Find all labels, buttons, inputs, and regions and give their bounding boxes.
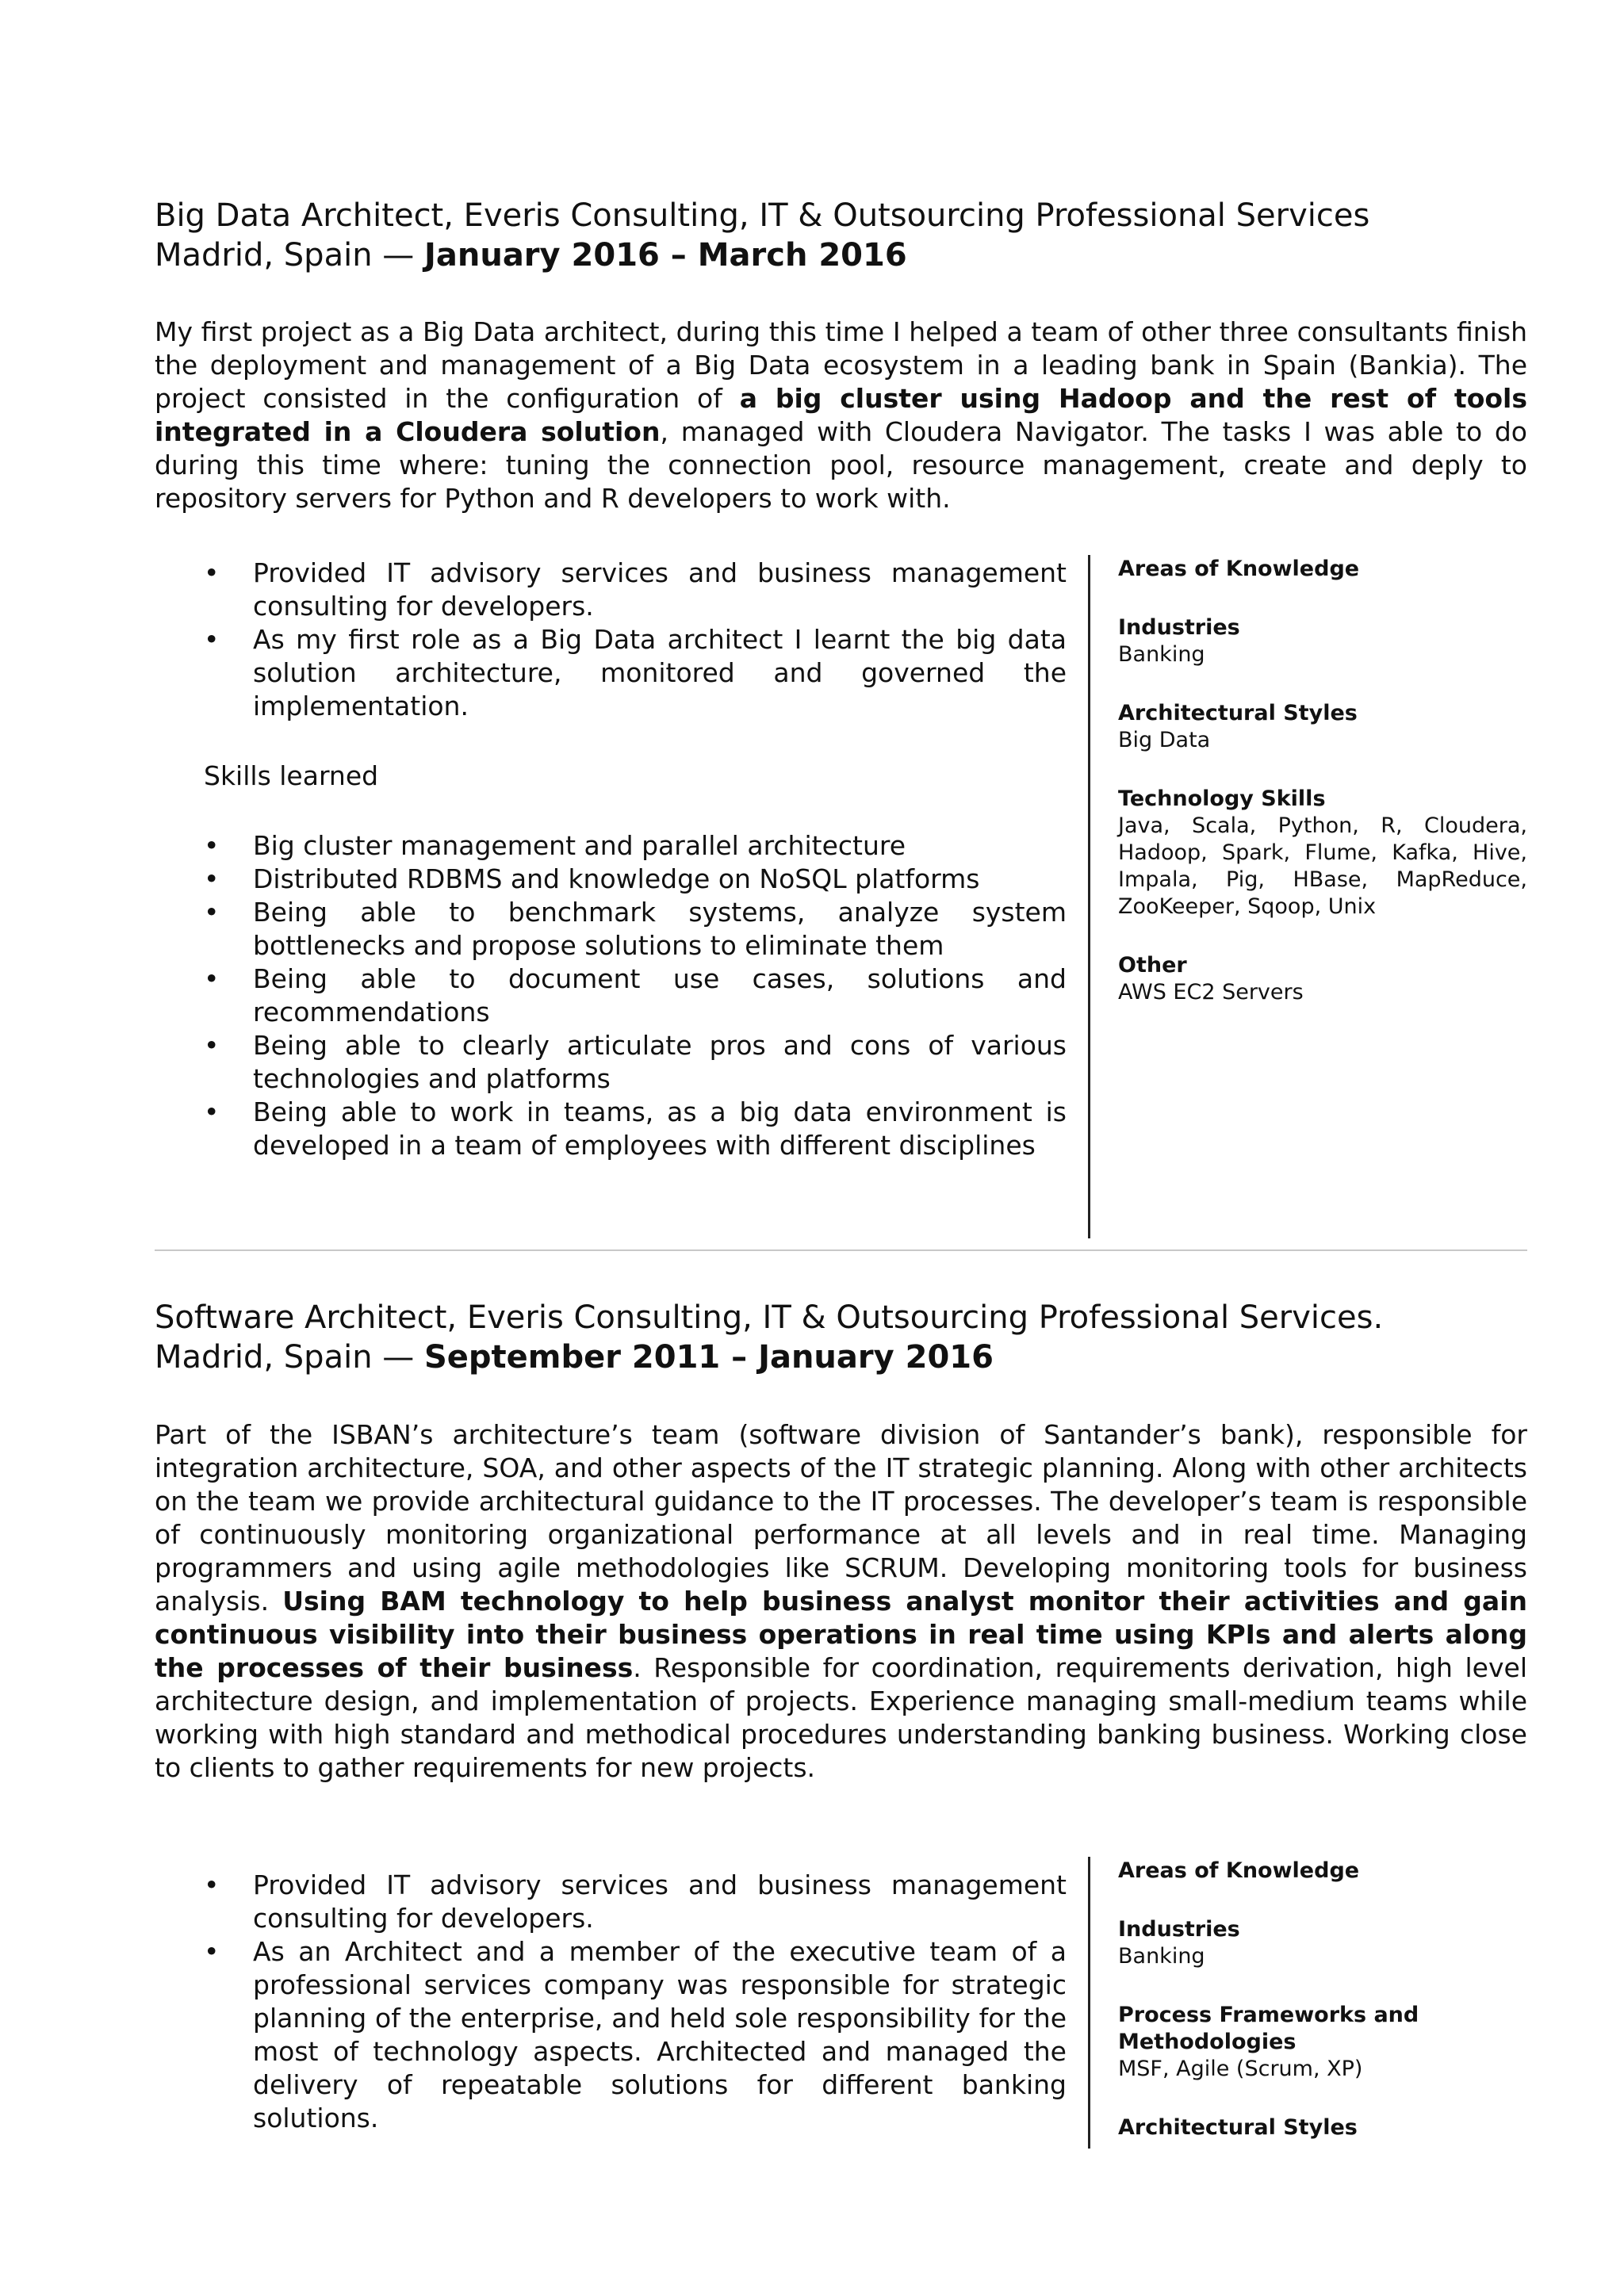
sidebar-value: MSF, Agile (Scrum, XP) (1118, 2057, 1363, 2081)
sidebar-heading: Industries (1118, 1917, 1240, 1942)
job1-title-block (155, 196, 1527, 275)
sidebar-section (1118, 556, 1527, 583)
sidebar-section (1118, 1916, 1527, 1970)
job2-sidebar (1118, 1858, 1527, 2173)
sidebar-section (1118, 952, 1527, 1006)
job1-skills-label: Skills learned (204, 760, 379, 791)
text-run: My first project as a Big Data architect, during this time I helped a team of other three consultants finish the deployment and management of a Big Data ecosystem in a leading bank in Spain (Bankia). The project consisted in the configuration of (155, 316, 1527, 414)
job2-description (155, 1418, 1527, 1785)
bold-text-run: a big cluster using Hadoop and the rest of tools integrated in a Cloudera solution (155, 383, 1527, 447)
bullet-item: • Provided IT advisory services and business management consulting for developers. (155, 1869, 1067, 1935)
sidebar-heading: Other (1118, 953, 1187, 978)
sidebar-value: AWS EC2 Servers (1118, 980, 1304, 1004)
bullet-item: • Big cluster management and parallel architecture (155, 829, 1067, 863)
job2-title-block (155, 1298, 1527, 1377)
bullet-item: • Provided IT advisory services and business management consulting for developers. (155, 557, 1067, 623)
bullet-item: • Being able to document use cases, solutions and recommendations (155, 962, 1067, 1029)
job2-location: Madrid, Spain — (155, 1339, 424, 1376)
bullet-item: • Being able to clearly articulate pros and cons of various technologies and platforms (155, 1029, 1067, 1096)
job2-location-line (155, 1337, 1527, 1377)
job1-left-column (155, 557, 1067, 1162)
sidebar-value: Big Data (1118, 728, 1211, 752)
job1-column-divider (1088, 555, 1090, 1238)
sidebar-heading: Industries (1118, 615, 1240, 640)
sidebar-heading: Architectural Styles (1118, 701, 1358, 725)
sidebar-section (1118, 2114, 1527, 2141)
job1-location-line (155, 235, 1527, 275)
sidebar-heading: Areas of Knowledge (1118, 1858, 1360, 1883)
sidebar-value: Java, Scala, Python, R, Cloudera, Hadoop, Spark, Flume, Kafka, Hive, Impala, Pig, HBase, MapReduce, ZooKeeper, Sqoop, Unix (1118, 813, 1527, 919)
job2-dates: September 2011 – January 2016 (423, 1339, 994, 1376)
job1-location: Madrid, Spain — (155, 237, 424, 274)
bullet-item: • As an Architect and a member of the executive team of a professional services company was responsible for strategic planning of the enterprise, and held sole responsibility for the most of technology aspects. Architected and managed the delivery of repeatable solutions for different banking solutions. (155, 1935, 1067, 2135)
job2-bullets (155, 1869, 1067, 2135)
job2-left-column (155, 1869, 1067, 2135)
sidebar-heading: Areas of Knowledge (1118, 557, 1360, 581)
text-run: . Responsible for coordination, requirements derivation, high level architecture design, and implementation of projects. Experience managing small-medium teams while working with high standard and methodical procedures understanding banking business. Working close to clients to gather requirements for new projects. (155, 1652, 1527, 1783)
job2-column-divider (1088, 1857, 1090, 2149)
sidebar-section (1118, 700, 1527, 754)
sidebar-heading: Technology Skills (1118, 786, 1326, 811)
bold-text-run: Using BAM technology to help business analyst monitor their activities and gain continuous visibility into their business operations in real time using KPIs and alerts along the processes of their business (155, 1586, 1528, 1683)
bullet-item: • Being able to benchmark systems, analyze system bottlenecks and propose solutions to eliminate them (155, 896, 1067, 962)
sidebar-section (1118, 786, 1527, 920)
sidebar-value: Banking (1118, 642, 1205, 667)
sidebar-section (1118, 1858, 1527, 1885)
job1-description (155, 316, 1527, 515)
bullet-item: • As my first role as a Big Data architect I learnt the big data solution architecture, monitored and governed the implementation. (155, 623, 1067, 723)
bullet-item: • Distributed RDBMS and knowledge on NoSQL platforms (155, 863, 1067, 896)
job1-sidebar (1118, 556, 1527, 1038)
sidebar-value: Banking (1118, 1944, 1205, 1969)
job2-title: Software Architect, Everis Consulting, IT & Outsourcing Professional Services. (155, 1299, 1384, 1336)
sidebar-heading: Process Frameworks and Methodologies (1118, 2003, 1419, 2054)
sidebar-section (1118, 2002, 1527, 2083)
section-divider (155, 1249, 1527, 1251)
sidebar-section (1118, 614, 1527, 668)
text-run: , managed with Cloudera Navigator. The tasks I was able to do during this time where: tuning the connection pool, resource management, create and deply to repository servers for Python and R developers to work with. (155, 416, 1527, 514)
job1-skills (155, 829, 1067, 1162)
job1-dates: January 2016 – March 2016 (423, 237, 907, 274)
job1-title: Big Data Architect, Everis Consulting, IT & Outsourcing Professional Services (155, 197, 1370, 234)
sidebar-heading: Architectural Styles (1118, 2115, 1358, 2140)
job1-bullets (155, 557, 1067, 723)
bullet-item: • Being able to work in teams, as a big data environment is developed in a team of employees with different disciplines (155, 1096, 1067, 1162)
text-run: Part of the ISBAN’s architecture’s team (software division of Santander’s bank), responsible for integration architecture, SOA, and other aspects of the IT strategic planning. Along with other architects on the team we provide architectural guidance to the IT processes. The developer’s team is responsible of continuously monitoring organizational performance at all levels and in real time. Managing programmers and using agile methodologies like SCRUM. Developing monitoring tools for business analysis. (155, 1419, 1527, 1617)
